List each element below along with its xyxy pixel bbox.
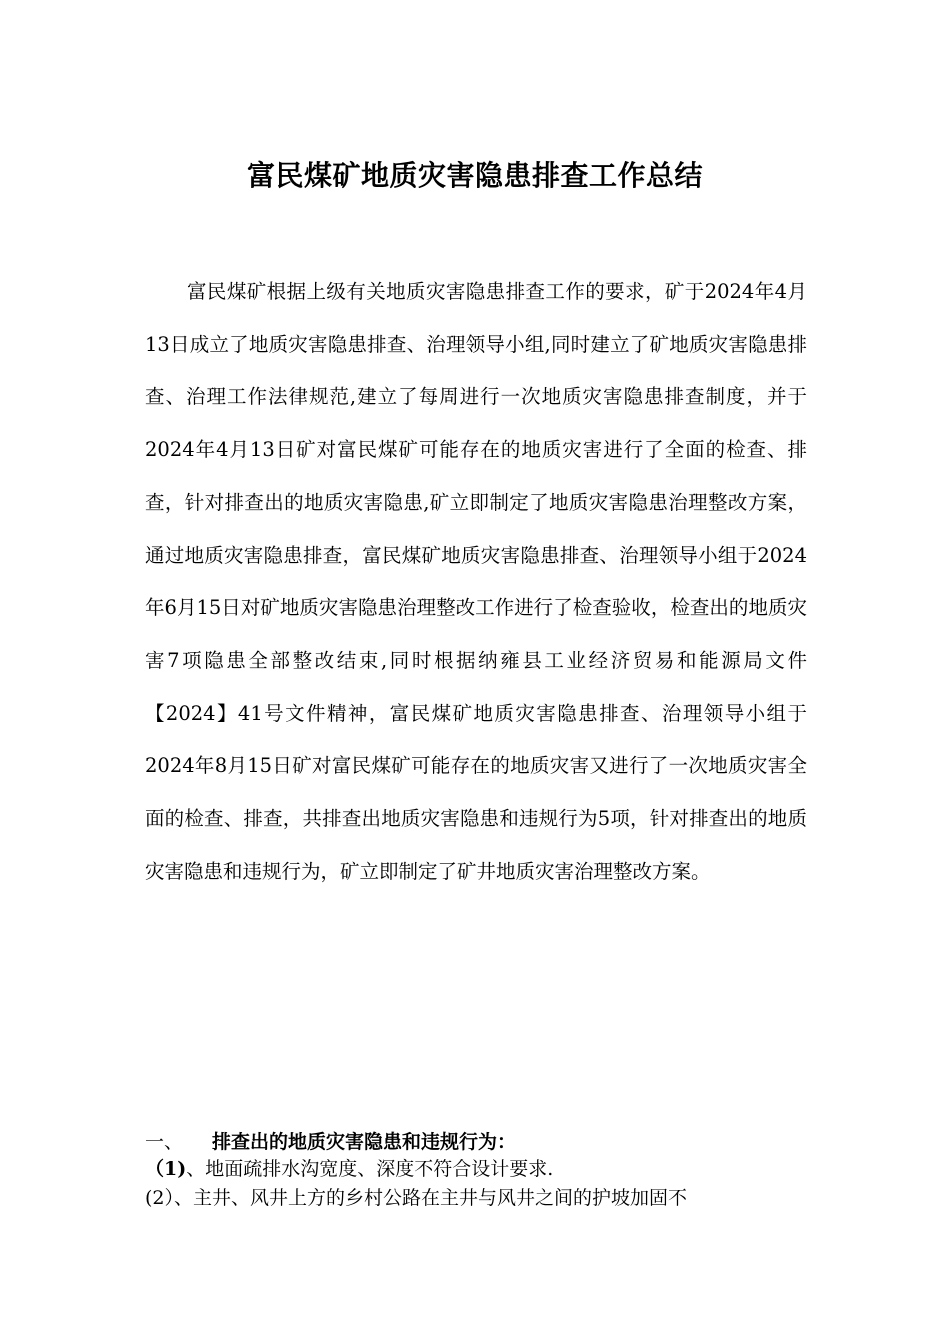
section-heading-text: 排查出的地质灾害隐患和违规行为： — [212, 1131, 517, 1153]
body-paragraph: 富民煤矿根据上级有关地质灾害隐患排查工作的要求，矿于2024年4月13日成立了地质灾害隐患排查、治理领导小组,同时建立了矿地质灾害隐患排查、治理工作法律规范,建立了每周进行一次地质灾害隐患排查制度，并于2024年4月13日矿对富民煤矿可能存在的地质灾害进行了全面的检查、排查，针对排查出的地质灾害隐患,矿立即制定了地质灾害隐患治理整改方案，通过地质灾害隐患排查，富民煤矿地质灾害隐患排查、治理领导小组于2024年6月15日对矿地质灾害隐患治理整改工作进行了检查验收，检查出的地质灾害7项隐患全部整改结束,同时根据纳雍县工业经济贸易和能源局文件【2024】41号文件精神，富民煤矿地质灾害隐患排查、治理领导小组于2024年8月15日矿对富民煤矿可能存在的地质灾害又进行了一次地质灾害全面的检查、排查，共排查出地质灾害隐患和违规行为5项，针对排查出的地质灾害隐患和违规行为，矿立即制定了矿井地质灾害治理整改方案。 — [145, 280, 807, 883]
document-title: 富民煤矿地质灾害隐患排查工作总结 — [246, 159, 703, 192]
list-item — [145, 1186, 807, 1210]
list-item-text: 、主井、风井上方的乡村公路在主井与风井之间的护坡加固不 — [174, 1187, 688, 1209]
list-item-marker: (2） — [145, 1187, 175, 1209]
list-item-marker: （1) — [145, 1158, 187, 1180]
list-item-text: 、地面疏排水沟宽度、深度不符合设计要求. — [186, 1158, 554, 1180]
section-number: 一、 — [145, 1131, 184, 1153]
list-item — [145, 1157, 807, 1181]
section-heading — [145, 1130, 807, 1154]
